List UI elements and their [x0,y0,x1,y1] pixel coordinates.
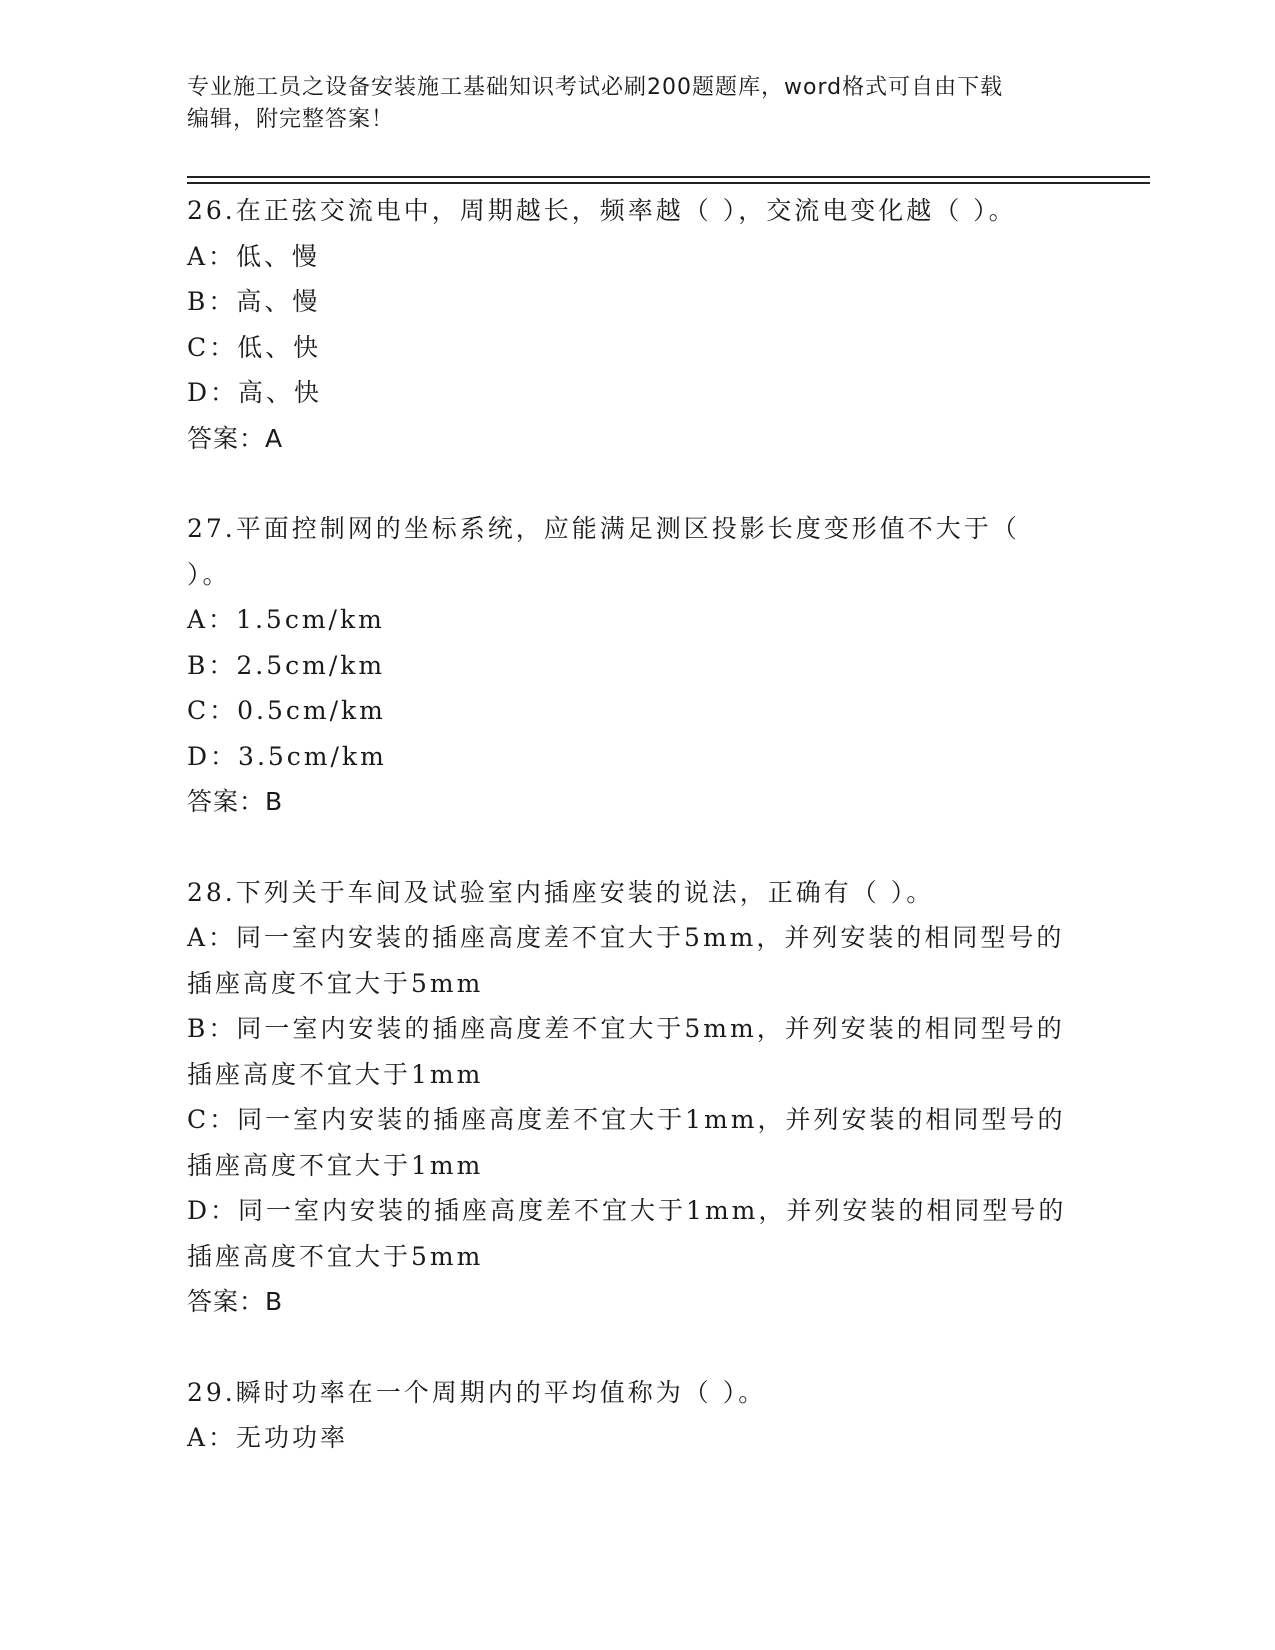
answer-option-text: D：同一室内安装的插座高度差不宜大于1mm，并列安装的相同型号的 [187,1196,1067,1225]
question-spacer [187,825,1087,870]
answer-option [187,279,1087,325]
answer-option-text: B：高、慢 [187,287,321,316]
question-block [187,188,1087,461]
answer-option-text: D：高、快 [187,378,323,407]
answer-option-text: C：同一室内安装的插座高度差不宜大于1mm，并列安装的相同型号的 [187,1105,1066,1134]
answer-option-text: 插座高度不宜大于5mm [187,1241,484,1271]
answer-option-text: A：低、慢 [187,241,321,271]
answer-option [187,688,1087,734]
answer-option-text: B：2.5cm/km [187,650,386,680]
answer-option [187,370,1087,416]
header-title-line-2: 编辑，附完整答案！ [187,107,395,132]
answer-option-text: B：同一室内安装的插座高度差不宜大于5mm，并列安装的相同型号的 [187,1014,1065,1043]
answer-option [187,234,1087,280]
answer-option [187,597,1087,643]
answer-option [187,1415,1087,1461]
answer-option-text: 插座高度不宜大于1mm [187,1150,484,1180]
question-list [187,188,1087,1461]
answer-option-text: 插座高度不宜大于5mm [187,968,484,998]
question-block [187,506,1087,825]
answer-option [187,643,1087,689]
header-title-line-1: 专业施工员之设备安装施工基础知识考试必刷200题题库，word格式可自由下载 [187,75,1004,100]
answer-option [187,915,1087,1006]
answer-key: 答案：A [187,423,284,453]
answer-option-text: 插座高度不宜大于1mm [187,1059,484,1089]
header-divider-top [187,176,1150,178]
question-stem: 28.下列关于车间及试验室内插座安装的说法，正确有（ ）。 [187,877,935,907]
answer-option [187,325,1087,371]
question-block [187,1370,1087,1461]
question-stem: ）。 [187,559,231,589]
question-spacer [187,461,1087,506]
answer-option [187,1097,1087,1188]
question-stem: 29.瞬时功率在一个周期内的平均值称为（ ）。 [187,1377,767,1407]
question-spacer [187,1325,1087,1370]
header-divider-bottom [187,182,1150,184]
answer-option [187,1188,1087,1279]
answer-option [187,1006,1087,1097]
answer-option-text: D：3.5cm/km [187,741,387,771]
answer-option-text: A：1.5cm/km [187,605,385,634]
answer-option [187,734,1087,780]
question-stem: 27.平面控制网的坐标系统，应能满足测区投影长度变形值不大于（ [187,514,1020,543]
answer-option-text: A：无功功率 [187,1423,349,1452]
answer-key: 答案：B [187,787,284,816]
document-header [187,72,1067,136]
question-stem: 26.在正弦交流电中，周期越长，频率越（ ），交流电变化越（ ）。 [187,196,1017,225]
answer-key: 答案：B [187,1287,284,1316]
answer-option-text: C：0.5cm/km [187,696,386,725]
question-block [187,870,1087,1325]
answer-option-text: C：低、快 [187,332,322,362]
answer-option-text: A：同一室内安装的插座高度差不宜大于5mm，并列安装的相同型号的 [187,923,1065,952]
